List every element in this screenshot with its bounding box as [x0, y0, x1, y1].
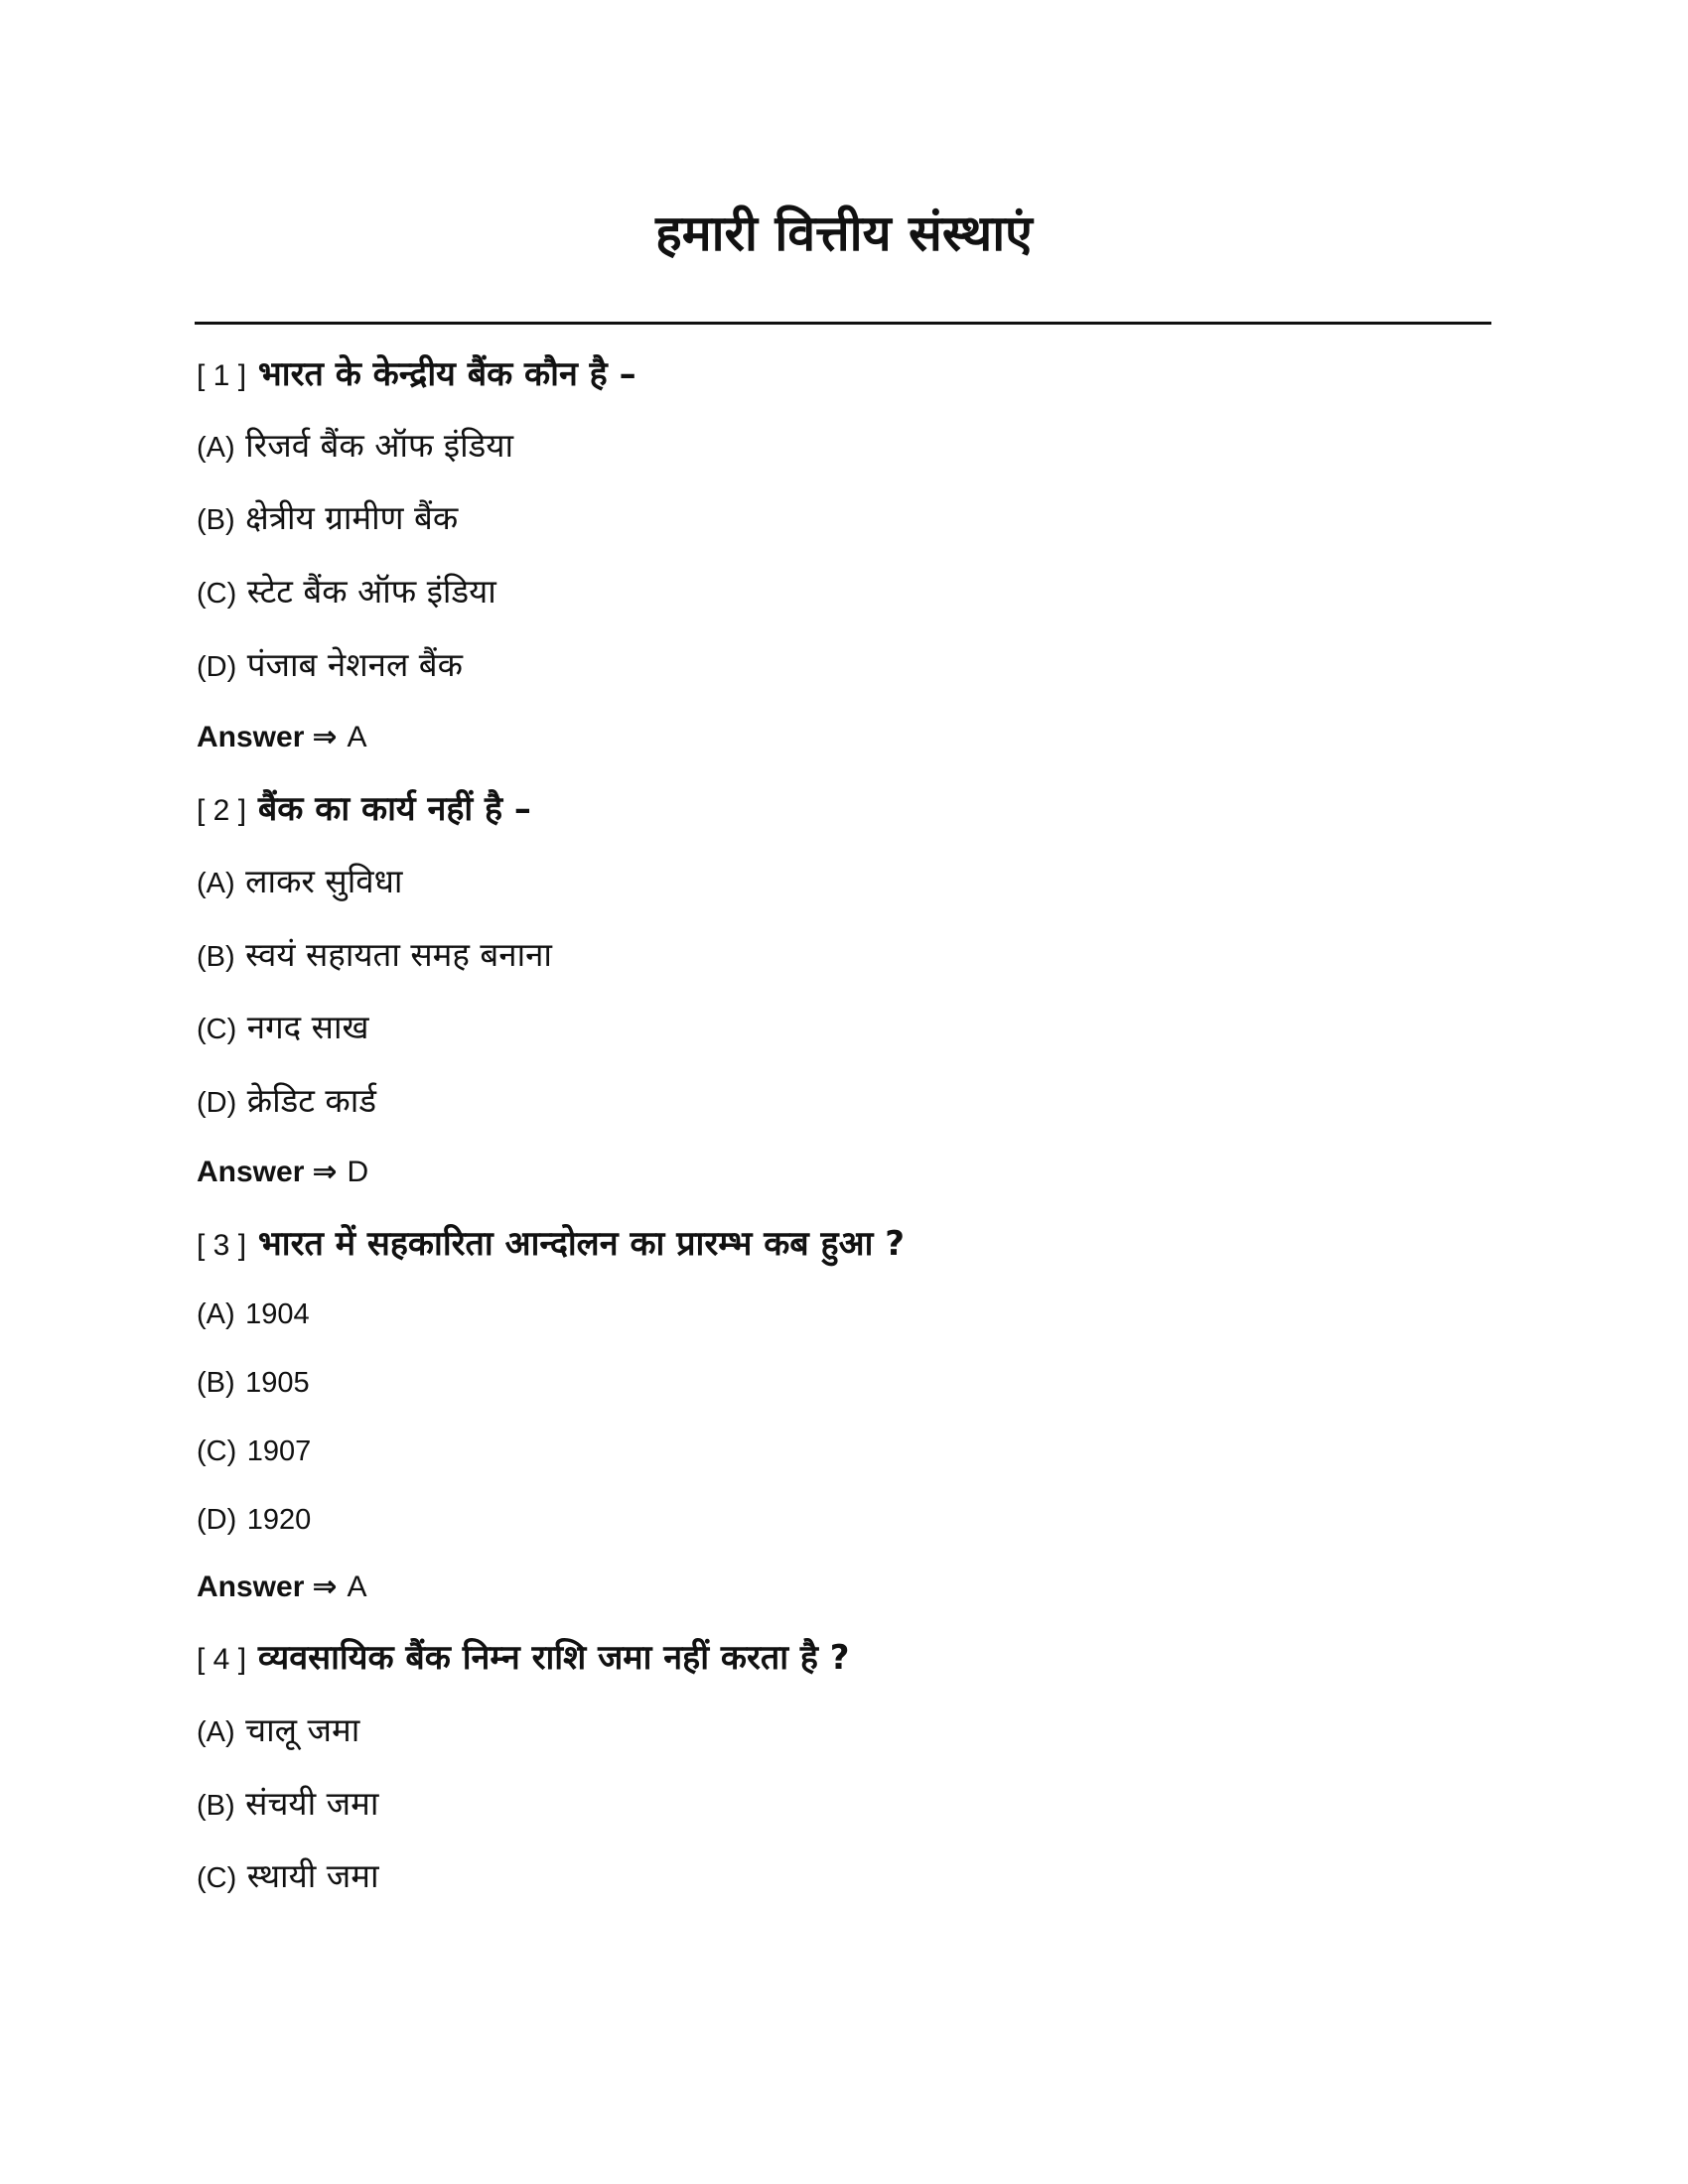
- answer-arrow-icon: ⇒: [312, 1155, 338, 1189]
- option-1d: [197, 640, 463, 690]
- option-3d: [197, 1493, 311, 1543]
- option-text: स्थायी जमा: [246, 1856, 379, 1895]
- question-number: [ 3 ]: [197, 1229, 247, 1262]
- answer-arrow-icon: ⇒: [312, 1570, 338, 1604]
- option-text: स्वयं सहायता समह बनाना: [245, 935, 552, 974]
- option-3a: [197, 1288, 310, 1337]
- option-text: चालू जमा: [245, 1710, 360, 1749]
- option-text: स्टेट बैंक ऑफ इंडिया: [246, 572, 496, 611]
- option-2a: [197, 857, 402, 906]
- question-text: भारत में सहकारिता आन्दोलन का प्रारम्भ कब हुआ ?: [257, 1224, 905, 1264]
- question-3: [197, 1219, 905, 1269]
- answer-2: [197, 1148, 368, 1197]
- option-1a: [197, 421, 513, 471]
- question-number: [ 1 ]: [197, 359, 247, 392]
- answer-value: A: [347, 1570, 367, 1603]
- question-2: [197, 784, 531, 834]
- answer-label: Answer: [197, 1570, 305, 1603]
- option-text: क्षेत्रीय ग्रामीण बैंक: [245, 498, 459, 537]
- option-text: पंजाब नेशनल बैंक: [246, 645, 463, 684]
- option-key: (C): [197, 578, 237, 610]
- option-key: (C): [197, 1862, 237, 1894]
- option-key: (B): [197, 1790, 235, 1822]
- option-4a: [197, 1706, 359, 1755]
- question-number: [ 2 ]: [197, 794, 247, 827]
- option-key: (B): [197, 504, 235, 536]
- option-key: (C): [197, 1014, 237, 1045]
- question-text: व्यवसायिक बैंक निम्न राशि जमा नहीं करता है ?: [257, 1638, 850, 1678]
- option-text: क्रेडिट कार्ड: [246, 1081, 376, 1120]
- option-2d: [197, 1076, 376, 1126]
- answer-3: [197, 1563, 367, 1612]
- option-text: रिजर्व बैंक ऑफ इंडिया: [245, 426, 514, 465]
- option-key: (A): [197, 868, 235, 899]
- option-2c: [197, 1003, 369, 1052]
- option-text: संचयी जमा: [245, 1784, 379, 1823]
- option-3b: [197, 1356, 310, 1406]
- option-key: (D): [197, 1504, 237, 1536]
- option-text: 1920: [246, 1504, 312, 1536]
- option-2b: [197, 930, 552, 980]
- option-text: 1904: [245, 1298, 310, 1330]
- question-text: भारत के केन्द्रीय बैंक कौन है –: [257, 354, 636, 394]
- option-key: (A): [197, 1298, 235, 1330]
- option-text: लाकर सुविधा: [245, 862, 403, 900]
- answer-label: Answer: [197, 1156, 305, 1188]
- option-key: (C): [197, 1435, 237, 1467]
- option-text: 1905: [245, 1367, 310, 1399]
- answer-value: A: [347, 721, 367, 753]
- option-3c: [197, 1425, 311, 1474]
- title-divider: [195, 322, 1491, 325]
- option-1c: [197, 567, 496, 616]
- option-key: (A): [197, 432, 235, 464]
- option-1b: [197, 493, 458, 543]
- option-4b: [197, 1779, 378, 1829]
- answer-label: Answer: [197, 721, 305, 753]
- option-text: नगद साख: [246, 1008, 369, 1046]
- answer-arrow-icon: ⇒: [312, 720, 338, 754]
- answer-1: [197, 713, 367, 762]
- option-4c: [197, 1851, 379, 1901]
- question-4: [197, 1633, 850, 1683]
- option-text: 1907: [246, 1435, 312, 1467]
- option-key: (B): [197, 941, 235, 973]
- answer-value: D: [347, 1156, 369, 1188]
- question-number: [ 4 ]: [197, 1643, 247, 1676]
- option-key: (B): [197, 1367, 235, 1399]
- option-key: (A): [197, 1716, 235, 1748]
- question-text: बैंक का कार्य नहीं है –: [257, 789, 531, 829]
- option-key: (D): [197, 651, 237, 683]
- page-title: हमारी वित्तीय संस्थाएं: [655, 205, 1033, 262]
- question-1: [197, 349, 636, 399]
- option-key: (D): [197, 1087, 237, 1119]
